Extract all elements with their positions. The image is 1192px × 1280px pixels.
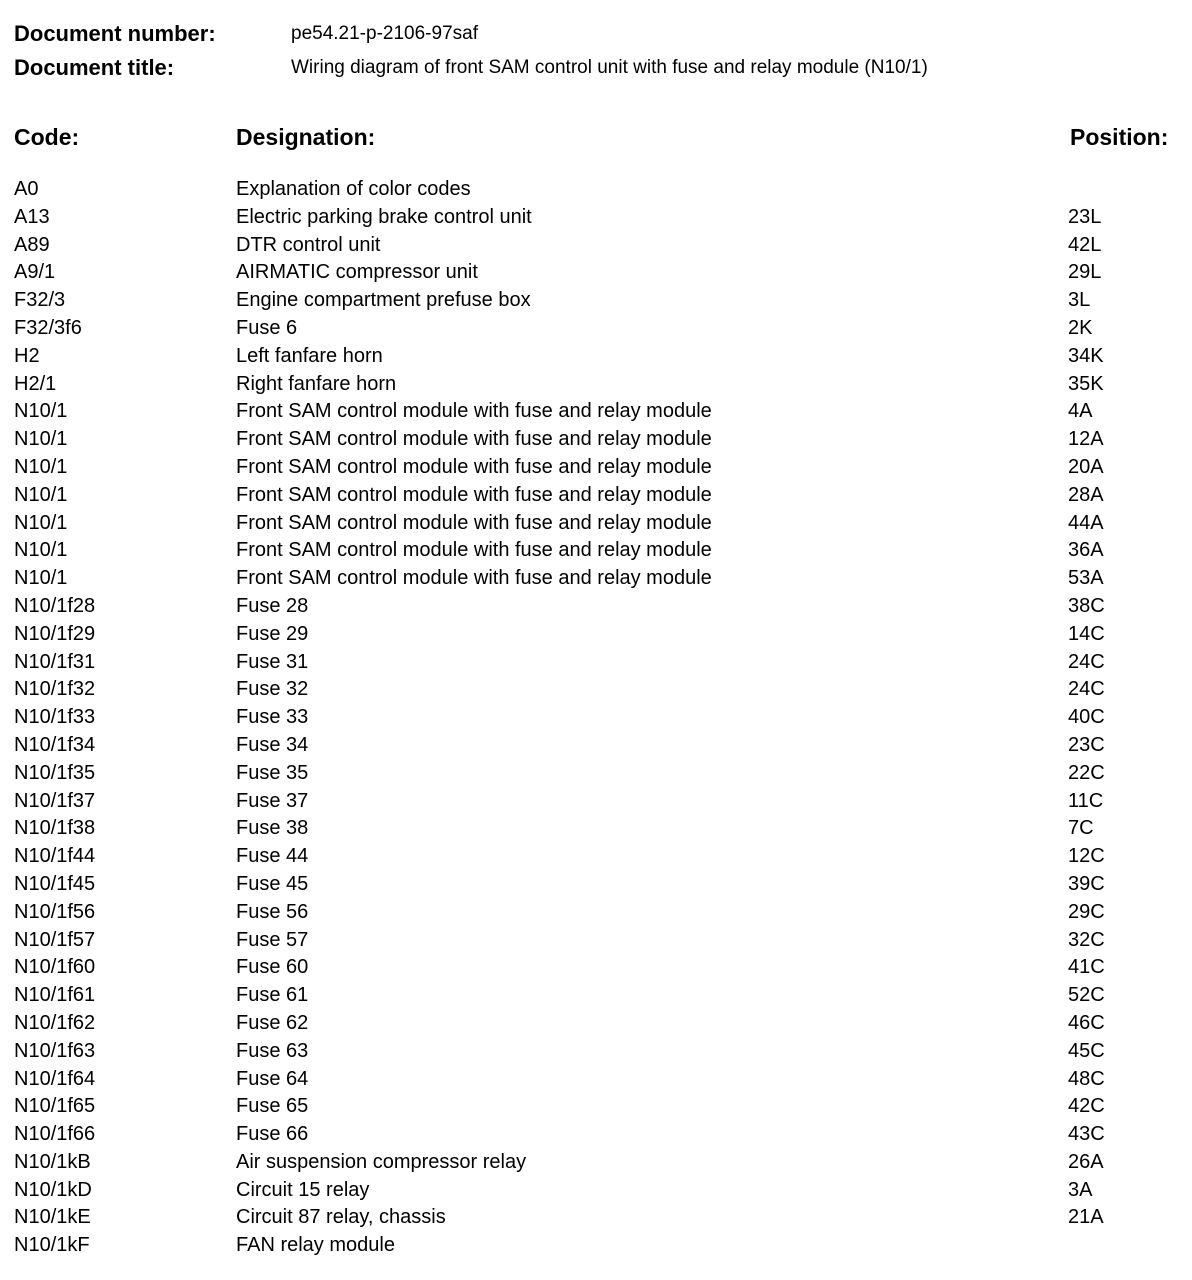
row-designation: Fuse 57 [236, 928, 309, 951]
row-position: 23L [1068, 205, 1102, 228]
row-code: N10/1f61 [14, 984, 96, 1007]
row-position: 26A [1068, 1150, 1104, 1173]
table-row [14, 1066, 1184, 1094]
row-designation: Fuse 32 [236, 678, 309, 701]
table-row [14, 899, 1184, 927]
row-designation: Fuse 60 [236, 956, 309, 979]
row-position: 11C [1068, 789, 1104, 812]
row-position: 41C [1068, 956, 1105, 979]
row-designation: Circuit 87 relay, chassis [236, 1206, 446, 1229]
table-row [14, 1093, 1184, 1121]
row-position: 23C [1068, 733, 1105, 756]
table-row [14, 788, 1184, 816]
table-row [14, 565, 1184, 593]
row-code: H2 [14, 344, 40, 367]
row-designation: Fuse 33 [236, 706, 309, 729]
row-designation: Fuse 6 [236, 316, 298, 339]
row-position: 29C [1068, 900, 1105, 923]
row-designation: Fuse 31 [236, 650, 309, 673]
table-row [14, 704, 1184, 732]
table-header [14, 122, 1184, 156]
table-row [14, 259, 1184, 287]
row-designation: Fuse 62 [236, 1011, 309, 1034]
row-designation: Front SAM control module with fuse and relay module [236, 400, 712, 423]
row-code: N10/1f62 [14, 1011, 96, 1034]
row-designation: Fuse 64 [236, 1067, 309, 1090]
document-title-row [14, 53, 928, 83]
row-code: N10/1 [14, 428, 68, 451]
table-row [14, 843, 1184, 871]
row-position: 32C [1068, 928, 1105, 951]
document-title-label: Document title: [14, 55, 175, 80]
row-designation: Fuse 66 [236, 1123, 309, 1146]
row-code: N10/1f35 [14, 761, 96, 784]
table-row [14, 1010, 1184, 1038]
row-code: N10/1kE [14, 1206, 91, 1229]
table-row [14, 871, 1184, 899]
row-position: 24C [1068, 650, 1105, 673]
code-column-header: Code: [14, 124, 80, 150]
table-row [14, 176, 1184, 204]
row-position: 12C [1068, 845, 1105, 868]
row-position: 38C [1068, 594, 1105, 617]
document-number-row [14, 19, 478, 49]
row-code: N10/1f29 [14, 622, 96, 645]
row-designation: Fuse 38 [236, 817, 309, 840]
row-code: N10/1f63 [14, 1039, 96, 1062]
table-row [14, 732, 1184, 760]
row-code: A89 [14, 233, 50, 256]
row-code: N10/1f32 [14, 678, 96, 701]
table-row [14, 287, 1184, 315]
row-position: 45C [1068, 1039, 1105, 1062]
table-row [14, 593, 1184, 621]
row-position: 40C [1068, 706, 1105, 729]
row-position: 42L [1068, 233, 1102, 256]
row-designation: Fuse 34 [236, 733, 309, 756]
row-designation: Front SAM control module with fuse and relay module [236, 428, 712, 451]
row-designation: Explanation of color codes [236, 178, 471, 200]
table-row [14, 649, 1184, 677]
table-row [14, 1149, 1184, 1177]
table-row [14, 927, 1184, 955]
row-code: N10/1f64 [14, 1067, 96, 1090]
row-designation: Fuse 63 [236, 1039, 309, 1062]
row-code: N10/1kF [14, 1234, 90, 1257]
row-position: 7C [1068, 817, 1094, 840]
row-designation: Fuse 35 [236, 761, 309, 784]
row-designation: Front SAM control module with fuse and relay module [236, 483, 712, 506]
row-position: 20A [1068, 455, 1104, 478]
row-code: N10/1f56 [14, 900, 96, 923]
row-position: 42C [1068, 1095, 1105, 1118]
document-title-value: Wiring diagram of front SAM control unit with fuse and relay module (N10/1) [291, 57, 928, 78]
row-code: N10/1kB [14, 1150, 91, 1173]
row-position: 39C [1068, 872, 1105, 895]
row-designation: Fuse 61 [236, 984, 309, 1007]
row-position: 44A [1068, 511, 1104, 534]
row-designation: Left fanfare horn [236, 344, 383, 367]
row-designation: Circuit 15 relay [236, 1178, 370, 1201]
table-row [14, 1204, 1184, 1232]
row-code: N10/1kD [14, 1178, 92, 1201]
row-position: 36A [1068, 539, 1104, 562]
row-designation: Air suspension compressor relay [236, 1150, 527, 1173]
row-position: 29L [1068, 261, 1102, 284]
row-position: 4A [1068, 400, 1093, 423]
table-row [14, 537, 1184, 565]
table-row [14, 482, 1184, 510]
row-position: 28A [1068, 483, 1104, 506]
row-code: N10/1f37 [14, 789, 96, 812]
table-row [14, 760, 1184, 788]
table-row [14, 315, 1184, 343]
document-number-label: Document number: [14, 21, 216, 46]
row-position: 21A [1068, 1206, 1104, 1229]
table-row [14, 1038, 1184, 1066]
row-code: N10/1 [14, 483, 68, 506]
row-code: A9/1 [14, 261, 56, 284]
row-code: N10/1 [14, 511, 68, 534]
table-row [14, 1232, 1184, 1260]
row-position: 12A [1068, 428, 1104, 451]
row-designation: Front SAM control module with fuse and relay module [236, 511, 712, 534]
row-position: 53A [1068, 567, 1104, 590]
position-column-header: Position: [1070, 124, 1169, 150]
row-designation: Fuse 37 [236, 789, 309, 812]
row-position: 22C [1068, 761, 1105, 784]
row-code: N10/1f45 [14, 872, 96, 895]
row-designation: Electric parking brake control unit [236, 205, 532, 228]
row-code: N10/1f66 [14, 1123, 96, 1146]
row-code: N10/1f34 [14, 733, 96, 756]
table-row [14, 426, 1184, 454]
row-position: 3L [1068, 289, 1091, 312]
component-table [14, 176, 1184, 1260]
row-code: N10/1f44 [14, 845, 96, 868]
row-code: N10/1 [14, 455, 68, 478]
table-row [14, 204, 1184, 232]
designation-column-header: Designation: [236, 124, 376, 150]
row-designation: Front SAM control module with fuse and relay module [236, 539, 712, 562]
row-designation: Engine compartment prefuse box [236, 289, 531, 312]
table-row [14, 398, 1184, 426]
row-code: N10/1f33 [14, 706, 96, 729]
table-row [14, 954, 1184, 982]
row-designation: Right fanfare horn [236, 372, 397, 395]
table-row [14, 1121, 1184, 1149]
row-designation: Fuse 56 [236, 900, 309, 923]
document-number-value: pe54.21-p-2106-97saf [291, 23, 478, 44]
table-row [14, 621, 1184, 649]
row-code: N10/1f65 [14, 1095, 96, 1118]
row-designation: FAN relay module [236, 1234, 395, 1257]
table-row [14, 454, 1184, 482]
row-position: 3A [1068, 1178, 1093, 1201]
row-code: N10/1f60 [14, 956, 96, 979]
row-designation: DTR control unit [236, 233, 381, 256]
row-designation: Front SAM control module with fuse and relay module [236, 567, 712, 590]
table-row [14, 815, 1184, 843]
row-designation: Fuse 28 [236, 594, 309, 617]
row-position: 2K [1068, 316, 1093, 339]
row-code: A13 [14, 205, 50, 228]
table-row [14, 371, 1184, 399]
row-position: 14C [1068, 622, 1105, 645]
table-row [14, 510, 1184, 538]
row-designation: Fuse 44 [236, 845, 309, 868]
table-row [14, 676, 1184, 704]
table-row [14, 1177, 1184, 1205]
row-designation: Front SAM control module with fuse and relay module [236, 455, 712, 478]
row-code: N10/1f28 [14, 594, 96, 617]
row-code: A0 [14, 178, 39, 200]
row-code: N10/1f57 [14, 928, 96, 951]
row-position: 46C [1068, 1011, 1105, 1034]
table-row [14, 343, 1184, 371]
row-position: 35K [1068, 372, 1104, 395]
row-code: F32/3 [14, 289, 66, 312]
row-designation: Fuse 45 [236, 872, 309, 895]
row-position: 43C [1068, 1123, 1105, 1146]
row-code: N10/1 [14, 567, 68, 590]
row-designation: Fuse 65 [236, 1095, 309, 1118]
row-code: N10/1 [14, 400, 68, 423]
row-position: 34K [1068, 344, 1104, 367]
row-code: F32/3f6 [14, 316, 82, 339]
row-position: 48C [1068, 1067, 1105, 1090]
row-code: N10/1f31 [14, 650, 96, 673]
row-code: N10/1 [14, 539, 68, 562]
row-designation: Fuse 29 [236, 622, 309, 645]
row-position: 24C [1068, 678, 1105, 701]
row-designation: AIRMATIC compressor unit [236, 261, 478, 284]
table-row [14, 982, 1184, 1010]
row-code: N10/1f38 [14, 817, 96, 840]
row-position: 52C [1068, 984, 1105, 1007]
row-code: H2/1 [14, 372, 57, 395]
table-row [14, 232, 1184, 260]
